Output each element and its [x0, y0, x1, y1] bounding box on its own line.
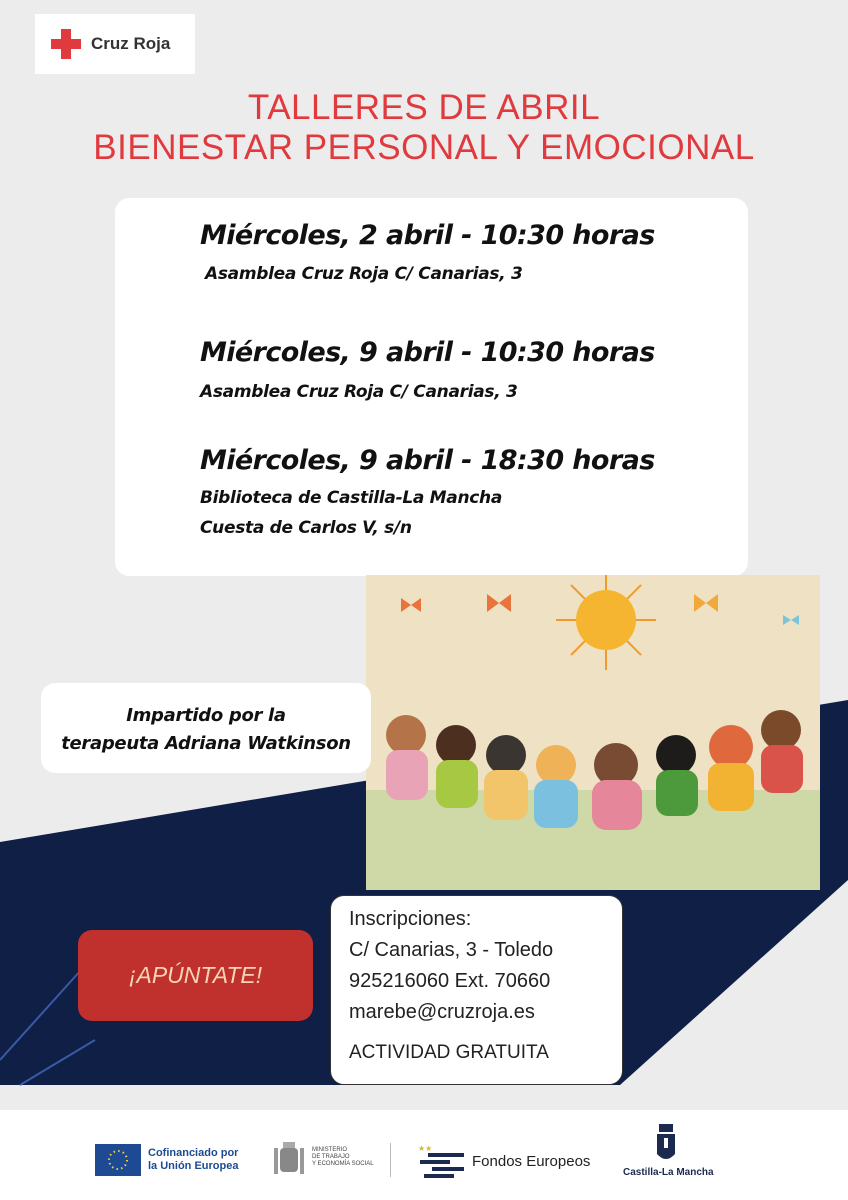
castilla-la-mancha-shield-icon — [655, 1124, 677, 1164]
eu-line-1: Cofinanciado por — [148, 1147, 239, 1159]
info-heading: Inscripciones: — [349, 908, 472, 930]
eu-flag-icon — [95, 1144, 141, 1176]
spain-coat-of-arms-icon — [272, 1140, 306, 1178]
fondos-europeos-icon — [418, 1143, 466, 1179]
signup-button[interactable]: ¡APÚNTATE! — [78, 930, 313, 1021]
brand-name: Cruz Roja — [91, 34, 171, 53]
sponsor-footer — [0, 1110, 848, 1200]
ministry-line-2: DE TRABAJO — [312, 1154, 350, 1160]
schedule-card — [115, 198, 748, 576]
title-line-2: BIENESTAR PERSONAL Y EMOCIONAL — [93, 128, 755, 167]
fondos-europeos-label: Fondos Europeos — [472, 1153, 591, 1170]
therapist-line-2: terapeuta Adriana Watkinson — [61, 733, 351, 754]
event-3-address: Cuesta de Carlos V, s/n — [200, 518, 412, 538]
therapist-card — [41, 683, 371, 773]
therapist-line-1: Impartido por la — [126, 705, 286, 726]
info-phone: 925216060 Ext. 70660 — [349, 970, 551, 992]
event-2-location: Asamblea Cruz Roja C/ Canarias, 3 — [200, 382, 518, 402]
event-1-location: Asamblea Cruz Roja C/ Canarias, 3 — [205, 264, 523, 284]
free-activity-label: ACTIVIDAD GRATUITA — [349, 1042, 549, 1063]
red-cross-icon — [51, 29, 81, 59]
castilla-la-mancha-label: Castilla-La Mancha — [623, 1167, 714, 1178]
registration-info-card — [330, 895, 623, 1085]
event-1-heading: Miércoles, 2 abril - 10:30 horas — [200, 220, 655, 251]
info-email[interactable]: marebe@cruzroja.es — [349, 1001, 535, 1023]
ministry-line-1: MINISTERIO — [312, 1147, 348, 1153]
eu-line-2: la Unión Europea — [148, 1160, 239, 1172]
event-2-heading: Miércoles, 9 abril - 10:30 horas — [200, 337, 655, 368]
children-illustration — [366, 575, 820, 890]
event-3-heading: Miércoles, 9 abril - 18:30 horas — [200, 445, 655, 476]
info-address: C/ Canarias, 3 - Toledo — [349, 939, 554, 961]
cruz-roja-logo — [35, 14, 195, 74]
title-line-1: TALLERES DE ABRIL — [247, 88, 601, 127]
event-3-location: Biblioteca de Castilla-La Mancha — [200, 488, 502, 508]
ministry-line-3: Y ECONOMÍA SOCIAL — [312, 1161, 374, 1167]
svg-text:★★: ★★ — [418, 1144, 433, 1153]
